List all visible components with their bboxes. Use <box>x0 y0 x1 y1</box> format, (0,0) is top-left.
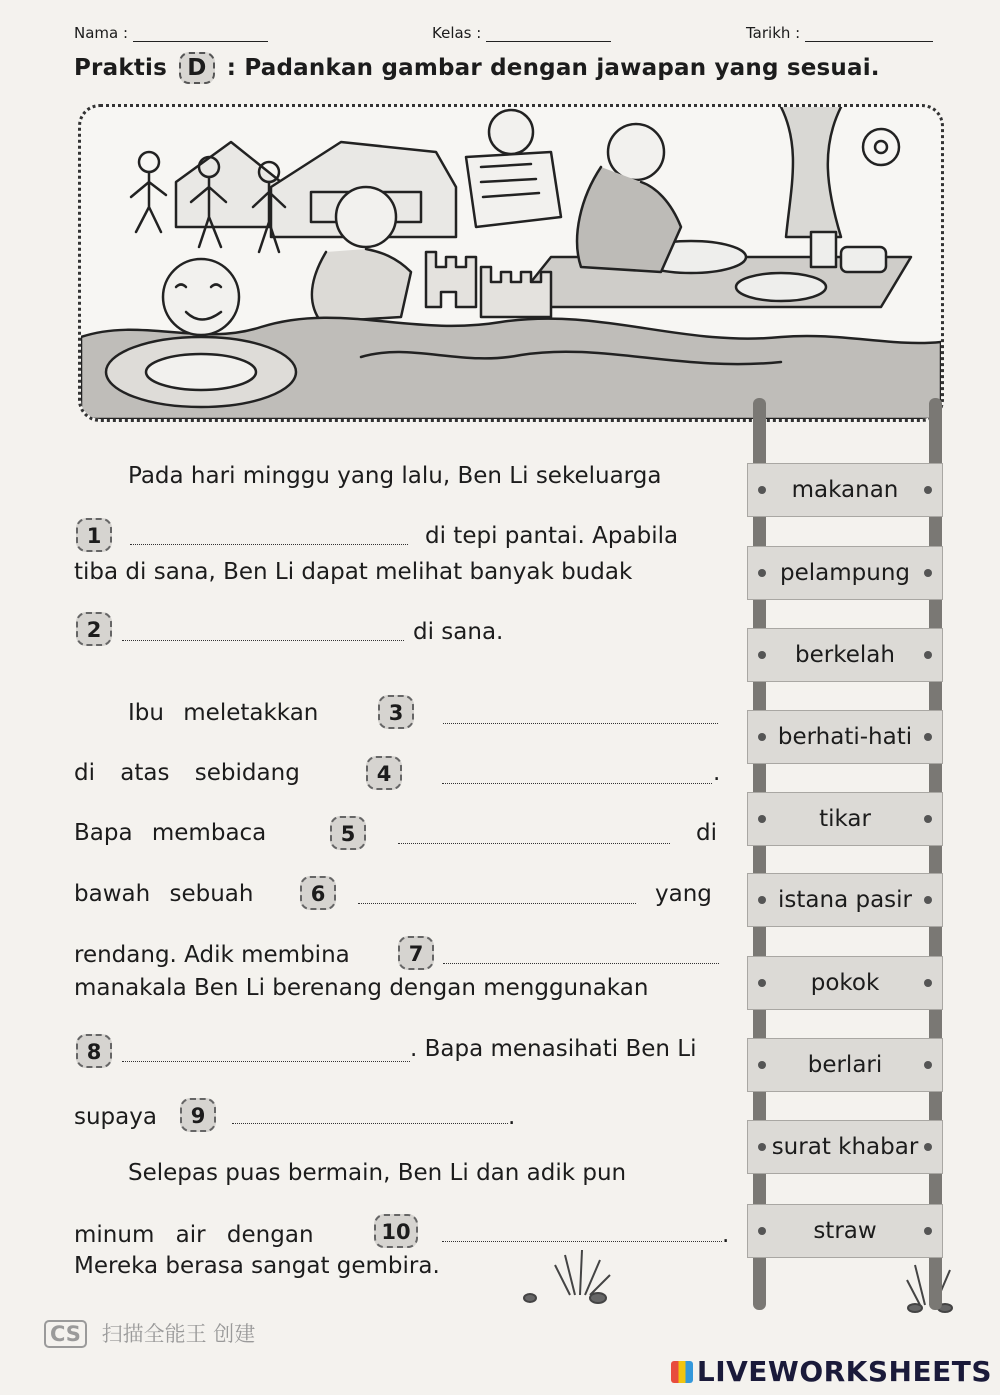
word-label-9: surat khabar <box>771 1134 919 1160</box>
passage-line-6: di atas sebidang <box>74 760 300 786</box>
word-label-7: pokok <box>810 970 880 996</box>
word-card-1[interactable] <box>747 463 943 517</box>
title-instruction: : Padankan gambar dengan jawapan yang sesuai. <box>226 55 880 81</box>
question-number-6: 6 <box>300 876 336 910</box>
passage-line-6-end: . <box>713 760 721 786</box>
passage-line-10: manakala Ben Li berenang dengan menggunakan <box>74 975 649 1001</box>
answer-blank-9[interactable] <box>232 1122 508 1124</box>
question-number-9: 9 <box>180 1098 216 1132</box>
word-label-5: tikar <box>819 806 871 832</box>
answer-blank-4[interactable] <box>442 782 712 784</box>
passage-line-15: Mereka berasa sangat gembira. <box>74 1253 440 1279</box>
passage-line-9: rendang. Adik membina <box>74 942 350 968</box>
answer-blank-2[interactable] <box>122 639 404 641</box>
passage-line-11: . Bapa menasihati Ben Li <box>410 1036 697 1062</box>
exercise-title <box>74 52 880 84</box>
name-field <box>74 24 268 42</box>
question-number-2: 2 <box>76 612 112 646</box>
word-card-8[interactable] <box>747 1038 943 1092</box>
passage-line-8: bawah sebuah <box>74 881 254 907</box>
word-card-6[interactable] <box>747 873 943 927</box>
word-card-7[interactable] <box>747 956 943 1010</box>
word-label-1: makanan <box>791 477 899 503</box>
brand-text: LIVEWORKSHEETS <box>696 1355 992 1388</box>
camscanner-logo-icon: CS <box>44 1320 87 1348</box>
answer-blank-1[interactable] <box>130 543 408 545</box>
passage-line-12: supaya <box>74 1104 157 1130</box>
date-line[interactable] <box>805 29 933 42</box>
question-number-10: 10 <box>374 1214 418 1248</box>
word-card-9[interactable] <box>747 1120 943 1174</box>
exercise-letter-badge: D <box>179 52 214 84</box>
name-label: Nama : <box>74 24 129 42</box>
question-number-3: 3 <box>378 695 414 729</box>
grass-left-icon <box>520 1240 630 1310</box>
answer-blank-8[interactable] <box>122 1060 410 1062</box>
passage-line-2: di tepi pantai. Apabila <box>425 523 679 549</box>
word-label-8: berlari <box>807 1052 883 1078</box>
passage-line-4: di sana. <box>413 619 504 645</box>
class-field <box>432 24 611 42</box>
date-label: Tarikh : <box>746 24 801 42</box>
question-number-5: 5 <box>330 816 366 850</box>
passage-line-14: minum air dengan <box>74 1222 314 1248</box>
word-card-3[interactable] <box>747 628 943 682</box>
passage-line-14-end: . <box>722 1222 730 1248</box>
question-number-8: 8 <box>76 1034 112 1068</box>
word-card-2[interactable] <box>747 546 943 600</box>
word-label-3: berkelah <box>795 642 895 668</box>
passage-line-3: tiba di sana, Ben Li dapat melihat banyak budak <box>74 559 633 585</box>
passage-line-13: Selepas puas bermain, Ben Li dan adik pun <box>128 1160 627 1186</box>
scanner-watermark <box>44 1318 255 1348</box>
name-line[interactable] <box>133 29 268 42</box>
passage-line-7-end: di <box>696 820 717 846</box>
word-label-10: straw <box>813 1218 877 1244</box>
answer-blank-7[interactable] <box>443 962 719 964</box>
question-number-4: 4 <box>366 756 402 790</box>
title-prefix: Praktis <box>74 55 167 81</box>
class-label: Kelas : <box>432 24 482 42</box>
beach-picnic-illustration <box>78 104 944 422</box>
date-field <box>746 24 933 42</box>
scene-drawing <box>81 107 941 419</box>
word-label-2: pelampung <box>780 560 910 586</box>
word-label-6: istana pasir <box>778 887 912 913</box>
answer-blank-6[interactable] <box>358 902 636 904</box>
liveworksheets-brand[interactable] <box>671 1355 992 1388</box>
passage-line-8-end: yang <box>655 881 712 907</box>
passage-line-1: Pada hari minggu yang lalu, Ben Li sekeluarga <box>128 463 662 489</box>
answer-blank-5[interactable] <box>398 842 670 844</box>
class-line[interactable] <box>486 29 611 42</box>
question-number-7: 7 <box>398 936 434 970</box>
passage-line-12-end: . <box>508 1104 516 1130</box>
passage-line-7: Bapa membaca <box>74 820 267 846</box>
word-card-5[interactable] <box>747 792 943 846</box>
question-number-1: 1 <box>76 518 112 552</box>
passage-line-5: Ibu meletakkan <box>128 700 319 726</box>
answer-blank-3[interactable] <box>443 722 718 724</box>
word-label-4: berhati-hati <box>777 724 913 750</box>
scanner-text: 扫描全能王 创建 <box>101 1322 256 1346</box>
word-card-4[interactable] <box>747 710 943 764</box>
liveworksheets-logo-icon <box>671 1361 693 1383</box>
word-card-10[interactable] <box>747 1204 943 1258</box>
